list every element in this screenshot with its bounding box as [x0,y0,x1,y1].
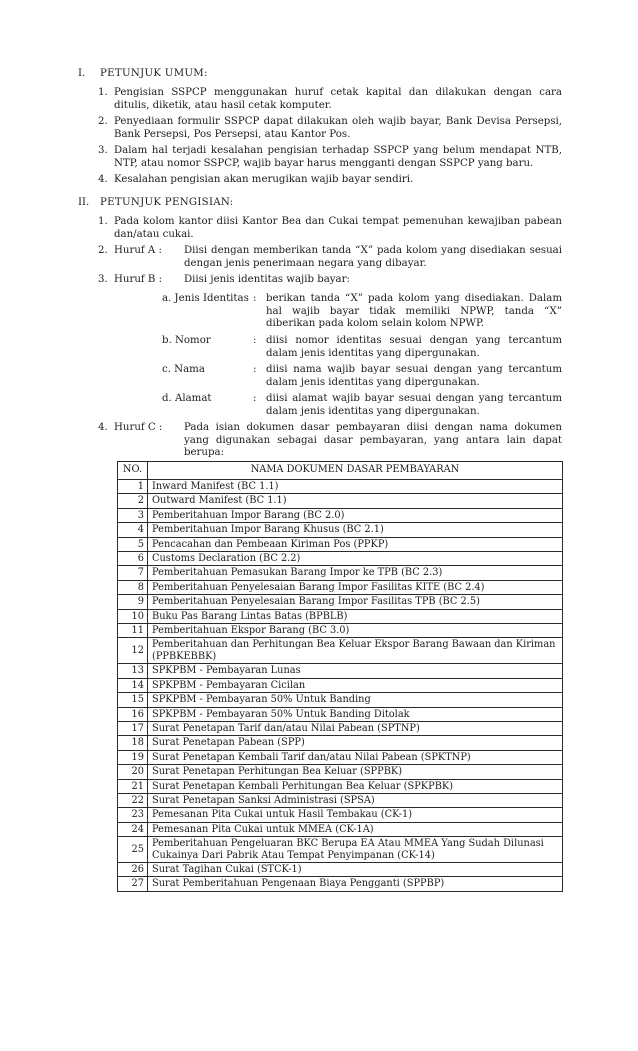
row-number: 25 [118,837,148,863]
row-number: 4 [118,523,148,537]
sub-item-value: diisi nomor identitas sesuai dengan yang tercantum dalam jenis identitas yang dipergunakan. [266,335,562,359]
row-document-name: Pemberitahuan Penyelesaian Barang Impor Fasilitas TPB (BC 2.5) [148,595,563,609]
row-number: 26 [118,862,148,876]
table-row [118,664,563,678]
row-document-name: Pemberitahuan Ekspor Barang (BC 3.0) [148,624,563,638]
row-number: 9 [118,595,148,609]
row-number: 12 [118,638,148,664]
table-row [118,566,563,580]
section-title: PETUNJUK UMUM: [100,68,208,79]
column-header-nama: NAMA DOKUMEN DASAR PEMBAYARAN [148,462,563,480]
section-numeral: II. [78,197,90,208]
row-number: 13 [118,664,148,678]
row-number: 17 [118,721,148,735]
row-number: 18 [118,736,148,750]
table-row [118,721,563,735]
table-header-row [118,462,563,480]
row-document-name: SPKPBM - Pembayaran 50% Untuk Banding [148,693,563,707]
table-row [118,494,563,508]
row-document-name: Surat Tagihan Cukai (STCK-1) [148,862,563,876]
table-row [118,877,563,891]
row-document-name: Outward Manifest (BC 1.1) [148,494,563,508]
row-document-name: Pemberitahuan Penyelesaian Barang Impor Fasilitas KITE (BC 2.4) [148,580,563,594]
table-row [118,678,563,692]
row-document-name: Pemberitahuan Pengeluaran BKC Berupa EA Atau MMEA Yang Sudah Dilunasi Cukainya Dari Pabrik Atau Tempat Penyimpanan (CK-14) [148,837,563,863]
row-number: 5 [118,537,148,551]
row-number: 8 [118,580,148,594]
table-row [118,707,563,721]
item-label: Huruf A : [114,245,162,256]
table-row [118,580,563,594]
row-number: 22 [118,793,148,807]
sub-item-key: c. Nama [162,364,205,375]
item-number: 3. [98,145,108,156]
row-document-name: Surat Penetapan Kembali Tarif dan/atau Nilai Pabean (SPKTNP) [148,750,563,764]
document-table [117,461,563,892]
table-row [118,537,563,551]
row-document-name: Surat Penetapan Sanksi Administrasi (SPSA) [148,793,563,807]
sub-item-value: diisi nama wajib bayar sesuai dengan yang tercantum dalam jenis identitas yang dipergunakan. [266,364,562,388]
item-text: Pengisian SSPCP menggunakan huruf cetak kapital dan dilakukan dengan cara ditulis, diketik, atau hasil cetak komputer. [114,87,562,111]
table-row [118,779,563,793]
table-row [118,750,563,764]
table-row [118,862,563,876]
row-number: 1 [118,480,148,494]
row-document-name: Pemberitahuan Impor Barang Khusus (BC 2.1) [148,523,563,537]
section-numeral: I. [78,68,86,79]
sub-item-colon: : [253,335,257,346]
row-number: 11 [118,624,148,638]
row-number: 19 [118,750,148,764]
table-row [118,808,563,822]
table-row [118,765,563,779]
item-text: Pada isian dokumen dasar pembayaran diisi dengan nama dokumen yang digunakan sebagai dasar pembayaran, yang antara lain dapat berupa: [184,422,562,459]
item-text: Pada kolom kantor diisi Kantor Bea dan Cukai tempat pemenuhan kewajiban pabean dan/atau cukai. [114,216,562,240]
row-document-name: Pemesanan Pita Cukai untuk MMEA (CK-1A) [148,822,563,836]
item-text: Dalam hal terjadi kesalahan pengisian terhadap SSPCP yang belum mendapat NTB, NTP, atau nomor SSPCP, wajib bayar harus mengganti dengan SSPCP yang baru. [114,145,562,169]
sub-item-key: d. Alamat [162,393,212,404]
row-number: 3 [118,508,148,522]
table-row [118,523,563,537]
item-label: Huruf B : [114,274,163,285]
row-number: 10 [118,609,148,623]
table-row [118,609,563,623]
table-row [118,693,563,707]
row-document-name: SPKPBM - Pembayaran 50% Untuk Banding Ditolak [148,707,563,721]
row-number: 7 [118,566,148,580]
item-number: 3. [98,274,108,285]
row-number: 16 [118,707,148,721]
item-number: 1. [98,87,108,98]
row-number: 14 [118,678,148,692]
row-number: 27 [118,877,148,891]
row-document-name: Pemesanan Pita Cukai untuk Hasil Tembakau (CK-1) [148,808,563,822]
row-document-name: Surat Penetapan Pabean (SPP) [148,736,563,750]
row-document-name: Surat Penetapan Kembali Perhitungan Bea Keluar (SPKPBK) [148,779,563,793]
row-document-name: Surat Penetapan Perhitungan Bea Keluar (SPPBK) [148,765,563,779]
item-label: Huruf C : [114,422,163,433]
sub-item-colon: : [253,293,257,304]
table-row [118,552,563,566]
table-row [118,595,563,609]
item-text: Kesalahan pengisian akan merugikan wajib bayar sendiri. [114,174,414,185]
table-row [118,638,563,664]
item-number: 1. [98,216,108,227]
section-title: PETUNJUK PENGISIAN: [100,197,234,208]
column-header-no: NO. [118,462,148,480]
table-row [118,822,563,836]
sub-item-value: diisi alamat wajib bayar sesuai dengan yang tercantum dalam jenis identitas yang dipergunakan. [266,393,562,417]
item-text: Diisi dengan memberikan tanda “X” pada kolom yang disediakan sesuai dengan jenis penerimaan negara yang dibayar. [184,245,562,269]
table-row [118,480,563,494]
table-body [118,480,563,892]
table-row [118,736,563,750]
table-row [118,624,563,638]
sub-item-value: berikan tanda “X” pada kolom yang disediakan. Dalam hal wajib bayar tidak memiliki NPWP, tanda “X” diberikan pada kolom selain kolom NPWP. [266,293,562,330]
table-row [118,793,563,807]
item-text: Penyediaan formulir SSPCP dapat dilakukan oleh wajib bayar, Bank Devisa Persepsi, Bank Persepsi, Pos Persepsi, atau Kantor Pos. [114,116,562,140]
row-document-name: Buku Pas Barang Lintas Batas (BPBLB) [148,609,563,623]
row-number: 2 [118,494,148,508]
row-document-name: Surat Penetapan Tarif dan/atau Nilai Pabean (SPTNP) [148,721,563,735]
row-document-name: SPKPBM - Pembayaran Cicilan [148,678,563,692]
row-document-name: Pemberitahuan Impor Barang (BC 2.0) [148,508,563,522]
row-number: 21 [118,779,148,793]
row-document-name: SPKPBM - Pembayaran Lunas [148,664,563,678]
row-document-name: Pencacahan dan Pembeaan Kiriman Pos (PPKP) [148,537,563,551]
row-document-name: Pemberitahuan Pemasukan Barang Impor ke TPB (BC 2.3) [148,566,563,580]
sub-item-colon: : [253,364,257,375]
row-number: 23 [118,808,148,822]
table-row [118,508,563,522]
sub-item-colon: : [253,393,257,404]
row-number: 20 [118,765,148,779]
item-number: 2. [98,116,108,127]
row-document-name: Inward Manifest (BC 1.1) [148,480,563,494]
sub-item-key: b. Nomor [162,335,211,346]
table-row [118,837,563,863]
row-document-name: Pemberitahuan dan Perhitungan Bea Keluar Ekspor Barang Bawaan dan Kiriman (PPBKEBBK) [148,638,563,664]
row-number: 6 [118,552,148,566]
row-document-name: Customs Declaration (BC 2.2) [148,552,563,566]
item-number: 4. [98,174,108,185]
row-number: 24 [118,822,148,836]
item-number: 2. [98,245,108,256]
row-number: 15 [118,693,148,707]
item-number: 4. [98,422,108,433]
sub-item-key: a. Jenis Identitas [162,293,249,304]
row-document-name: Surat Pemberitahuan Pengenaan Biaya Pengganti (SPPBP) [148,877,563,891]
item-text: Diisi jenis identitas wajib bayar: [184,274,350,285]
